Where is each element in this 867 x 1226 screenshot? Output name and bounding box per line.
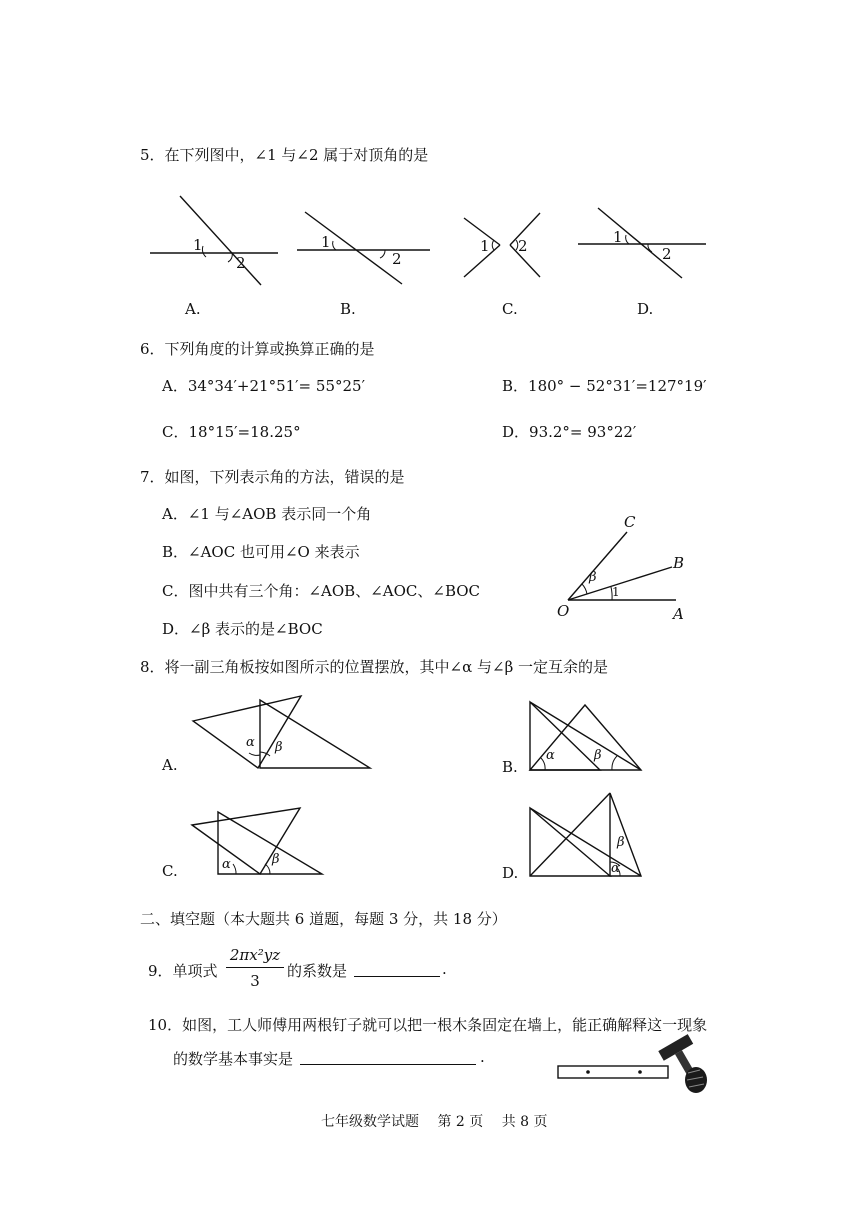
q5b-angle2: 2 bbox=[392, 250, 402, 268]
q7-option-a: A．∠1 与∠AOB 表示同一个角 bbox=[162, 505, 372, 523]
q7-label-a: A bbox=[673, 605, 684, 623]
q8b-alpha: α bbox=[546, 748, 555, 763]
q5d-angle1: 1 bbox=[613, 228, 623, 246]
q5-option-c: C. bbox=[502, 300, 518, 318]
q8c-beta: β bbox=[272, 852, 280, 867]
q8a-beta: β bbox=[275, 740, 283, 755]
q5a-angle2: 2 bbox=[236, 254, 246, 272]
q8c-alpha: α bbox=[222, 857, 231, 872]
q5c-angle1: 1 bbox=[480, 237, 490, 255]
q6-option-b: B．180° − 52°31′=127°19′ bbox=[502, 377, 707, 395]
q7-stem: 7．如图，下列表示角的方法，错误的是 bbox=[140, 468, 405, 486]
q7-label-beta: β bbox=[589, 570, 597, 585]
q8-option-c: C. bbox=[162, 862, 178, 880]
q8-option-b: B. bbox=[502, 758, 518, 776]
q9-denominator: 3 bbox=[250, 972, 260, 990]
q9-prefix: 9．单项式 bbox=[148, 962, 218, 980]
q5d-angle2: 2 bbox=[662, 245, 672, 263]
q7-label-o: O bbox=[557, 602, 570, 620]
q10-line1: 10．如图，工人师傅用两根钉子就可以把一根木条固定在墙上，能正确解释这一现象 bbox=[148, 1016, 708, 1034]
q7-label-one: 1 bbox=[612, 585, 620, 599]
q8-stem: 8．将一副三角板按如图所示的位置摆放，其中∠α 与∠β 一定互余的是 bbox=[140, 658, 609, 676]
q10-end: . bbox=[480, 1048, 485, 1066]
q6-option-c: C．18°15′=18.25° bbox=[162, 423, 301, 441]
q5-option-b: B. bbox=[340, 300, 356, 318]
q5-option-d: D. bbox=[637, 300, 654, 318]
q7-option-d: D．∠β 表示的是∠BOC bbox=[162, 620, 323, 638]
q7-label-c: C bbox=[624, 513, 636, 531]
q8-option-a: A. bbox=[162, 756, 178, 774]
page-footer: 七年级数学试题 第 2 页 共 8 页 bbox=[321, 1114, 548, 1130]
q7-label-b: B bbox=[673, 554, 685, 572]
q5-stem: 5．在下列图中，∠1 与∠2 属于对顶角的是 bbox=[140, 146, 429, 164]
q5-option-a: A. bbox=[185, 300, 201, 318]
q5c-angle2: 2 bbox=[518, 237, 528, 255]
q7-option-c: C．图中共有三个角：∠AOB、∠AOC、∠BOC bbox=[162, 582, 481, 600]
q5b-angle1: 1 bbox=[321, 233, 331, 251]
q10-line2: 的数学基本事实是 bbox=[173, 1050, 294, 1068]
q8d-beta: β bbox=[617, 835, 625, 850]
section2-title: 二、填空题（本大题共 6 道题，每题 3 分，共 18 分） bbox=[140, 910, 507, 928]
q6-stem: 6．下列角度的计算或换算正确的是 bbox=[140, 340, 375, 358]
q6-option-d: D．93.2°= 93°22′ bbox=[502, 423, 637, 441]
q7-option-b: B．∠AOC 也可用∠O 来表示 bbox=[162, 543, 360, 561]
q5a-angle1: 1 bbox=[193, 236, 203, 254]
q8-option-d: D. bbox=[502, 864, 519, 882]
q9-end: . bbox=[442, 960, 447, 978]
q8b-beta: β bbox=[594, 748, 602, 763]
q9-numerator: 2πx²yz bbox=[229, 946, 281, 964]
q8d-alpha: α bbox=[611, 861, 620, 876]
q9-suffix: 的系数是 bbox=[287, 962, 348, 980]
q6-option-a: A．34°34′+21°51′= 55°25′ bbox=[162, 377, 365, 395]
q8a-alpha: α bbox=[246, 735, 255, 750]
